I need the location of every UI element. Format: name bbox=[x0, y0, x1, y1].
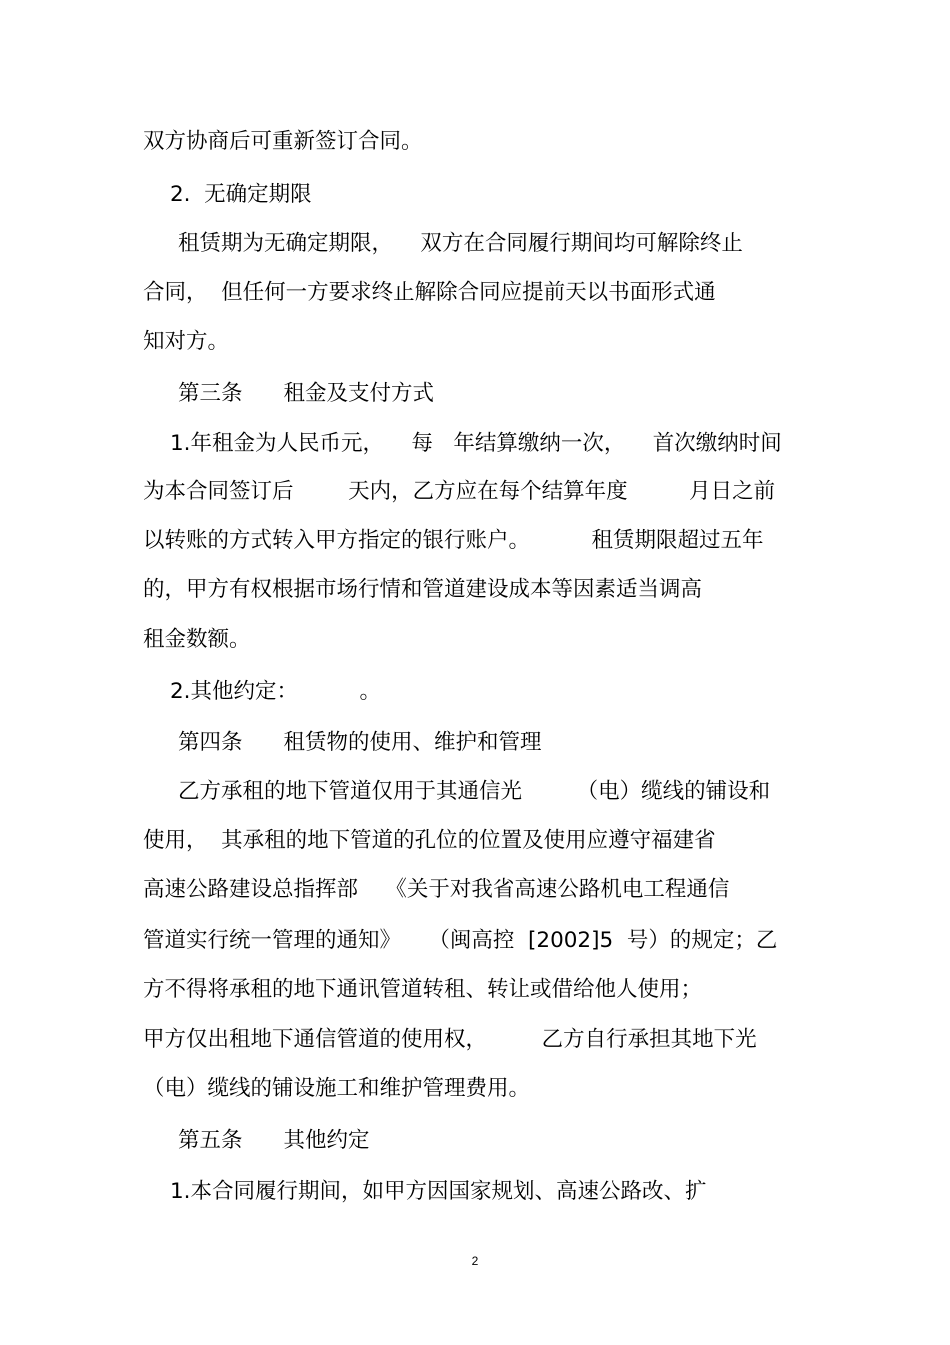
text-line-5: 知对方。 bbox=[143, 329, 230, 354]
text-line-4: 合同， 但任何一方要求终止解除合同应提前天以书面形式通 bbox=[143, 280, 716, 305]
page-number: 2 bbox=[471, 1254, 479, 1268]
text-line-14: 乙方承租的地下管道仅用于其通信光 （电）缆线的铺设和 bbox=[178, 779, 771, 804]
text-line-18: 方不得将承租的地下通讯管道转租、转让或借给他人使用； bbox=[143, 977, 703, 1002]
text-line-17: 管道实行统一管理的通知》 （闽高控 [2002]5 号）的规定；乙 bbox=[143, 928, 778, 953]
text-line-20: （电）缆线的铺设施工和维护管理费用。 bbox=[143, 1076, 531, 1101]
section-heading-indefinite-term: 2. 无确定期限 bbox=[170, 182, 312, 207]
text-line-8: 为本合同签订后 天内，乙方应在每个结算年度 月日之前 bbox=[143, 479, 776, 504]
article-four-heading: 第四条 租赁物的使用、维护和管理 bbox=[178, 730, 542, 755]
article-three-heading: 第三条 租金及支付方式 bbox=[178, 381, 435, 406]
text-line-1: 双方协商后可重新签订合同。 bbox=[143, 129, 423, 154]
text-line-11: 租金数额。 bbox=[143, 627, 251, 652]
text-line-7: 1.年租金为人民币元， 每 年结算缴纳一次， 首次缴纳时间 bbox=[170, 431, 782, 456]
text-line-15: 使用， 其承租的地下管道的孔位的位置及使用应遵守福建省 bbox=[143, 828, 716, 853]
text-line-22: 1.本合同履行期间，如甲方因国家规划、高速公路改、扩 bbox=[170, 1179, 707, 1204]
text-line-3: 租赁期为无确定期限， 双方在合同履行期间均可解除终止 bbox=[178, 231, 743, 256]
article-five-heading: 第五条 其他约定 bbox=[178, 1128, 370, 1153]
text-line-10: 的，甲方有权根据市场行情和管道建设成本等因素适当调高 bbox=[143, 577, 703, 602]
text-line-19: 甲方仅出租地下通信管道的使用权， 乙方自行承担其地下光 bbox=[143, 1027, 757, 1052]
text-line-12: 2.其他约定： 。 bbox=[170, 679, 382, 704]
text-line-9: 以转账的方式转入甲方指定的银行账户。 租赁期限超过五年 bbox=[143, 528, 764, 553]
text-line-16: 高速公路建设总指挥部 《关于对我省高速公路机电工程通信 bbox=[143, 877, 730, 902]
